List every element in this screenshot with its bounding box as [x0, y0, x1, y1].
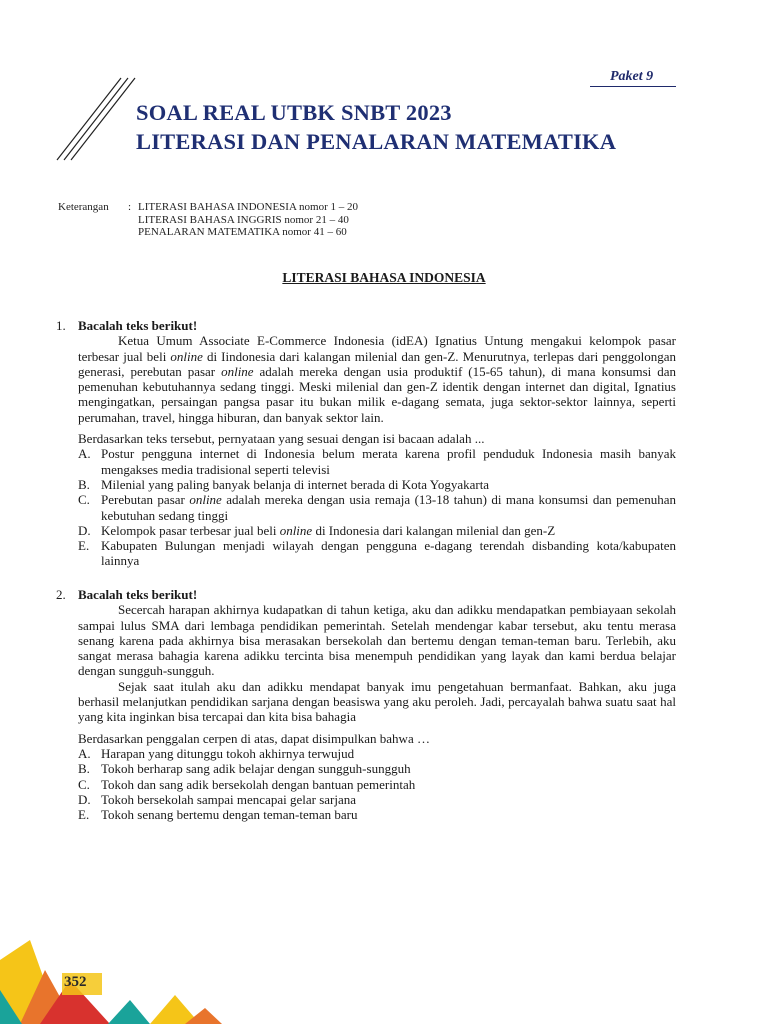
option-a[interactable]: A. Harapan yang ditunggu tokoh akhirnya terwujud	[78, 745, 355, 761]
question-passage: Secercah harapan akhirnya kudapatkan di tahun ketiga, aku dan adikku mendapatkan pembiayaan sekolah sampai lulus SMA dari lembaga pendidikan pemerintah. Setelah mendengar kabar tersebut, aku tentu merasa senang karena pada akhirnya bisa merasakan bersekolah dan bertemu dengan teman-teman baru. Terlebih, aku sangat merasa bahagia karena adikku tercinta bisa menempuh pendidikan yang layak dan kami berdua belajar dengan sungguh-sungguh.	[78, 602, 676, 679]
keterangan-line: LITERASI BAHASA INDONESIA nomor 1 – 20	[138, 201, 358, 213]
option-d[interactable]: D. Tokoh bersekolah sampai mencapai gelar sarjana	[78, 791, 357, 807]
option-e[interactable]: E. Tokoh senang bertemu dengan teman-teman baru	[78, 807, 358, 823]
question-passage: Sejak saat itulah aku dan adikku mendapat banyak imu pengetahuan bermanfaat. Bahkan, aku juga berhasil melanjutkan pendidikan sarjana dengan beasiswa yang aku peroleh. Jadi, percayalah bahwa suatu saat hal yang kita inginkan bisa tercapai dan kita bisa bahagia	[78, 678, 676, 725]
option-b[interactable]: B. Tokoh berharap sang adik belajar dengan sungguh-sungguh	[78, 761, 411, 777]
keterangan-label: Keterangan	[58, 201, 109, 213]
paket-underline	[590, 86, 676, 87]
answer-options	[56, 746, 676, 822]
question-instruction: Bacalah teks berikut!	[78, 587, 198, 602]
question-2	[56, 587, 676, 822]
page-title	[136, 98, 616, 156]
footer-decoration	[0, 940, 768, 1024]
section-title: LITERASI BAHASA INDONESIA	[282, 270, 486, 285]
question-passage: Ketua Umum Associate E-Commerce Indonesia (idEA) Ignatius Untung mengakui kelompok pasar terbesar jual beli online di Iindonesia dari kalangan milenial dan gen-Z. Menurutnya, terlepas dari penggolongan generasi, perebutan pasar online adalah mereka dengan usia produktif (15-65 tahun), di mana konsumsi dan pemenuhan kebutuhannya sedang tinggi. Meski milenial dan gen-Z identik dengan internet dan digital, Ignatius mengingatkan, persaingan pangsa pasar itu bukan milik e-dagang semata, juga sektor-sektor lainnya, seperti perumahan, travel, hingga hiburan, dan banyak sektor lain.	[78, 333, 676, 425]
question-prompt: Berdasarkan teks tersebut, pernyataan yang sesuai dengan isi bacaan adalah ...	[78, 431, 485, 447]
keterangan-line: LITERASI BAHASA INGGRIS nomor 21 – 40	[138, 213, 349, 226]
keterangan-line: PENALARAN MATEMATIKA nomor 41 – 60	[138, 226, 347, 238]
option-b[interactable]: B. Milenial yang paling banyak belanja di internet berada di Kota Yogyakarta	[78, 476, 490, 492]
answer-options	[56, 446, 676, 568]
keterangan-values	[138, 201, 358, 239]
question-instruction: Bacalah teks berikut!	[78, 318, 198, 333]
question-number: 2.	[56, 587, 66, 602]
option-a[interactable]: A. Postur pengguna internet di Indonesia belum merata karena profil penduduk Indonesia masih banyak mengakses media tradisional seperti televisi	[78, 446, 676, 477]
option-c[interactable]: C. Perebutan pasar online adalah mereka dengan usia remaja (13-18 tahun) di mana konsumsi dan pemenuhan kebutuhan sedang tinggi	[78, 492, 676, 523]
question-prompt: Berdasarkan penggalan cerpen di atas, dapat disimpulkan bahwa …	[78, 730, 430, 746]
title-line-1: SOAL REAL UTBK SNBT 2023	[136, 100, 452, 125]
question-number: 1.	[56, 318, 66, 333]
option-e[interactable]: E. Kabupaten Bulungan menjadi wilayah dengan pengguna e-dagang terendah disbanding kota/kabupaten lainnya	[78, 538, 676, 569]
option-c[interactable]: C. Tokoh dan sang adik bersekolah dengan bantuan pemerintah	[78, 776, 416, 792]
paket-label: Paket 9	[610, 69, 654, 84]
question-1	[56, 318, 676, 569]
title-line-2: LITERASI DAN PENALARAN MATEMATIKA	[136, 129, 617, 154]
page-number: 352	[64, 974, 87, 990]
keterangan-colon: :	[128, 201, 132, 213]
option-d[interactable]: D. Kelompok pasar terbesar jual beli online di Indonesia dari kalangan milenial dan gen-Z	[78, 522, 556, 538]
